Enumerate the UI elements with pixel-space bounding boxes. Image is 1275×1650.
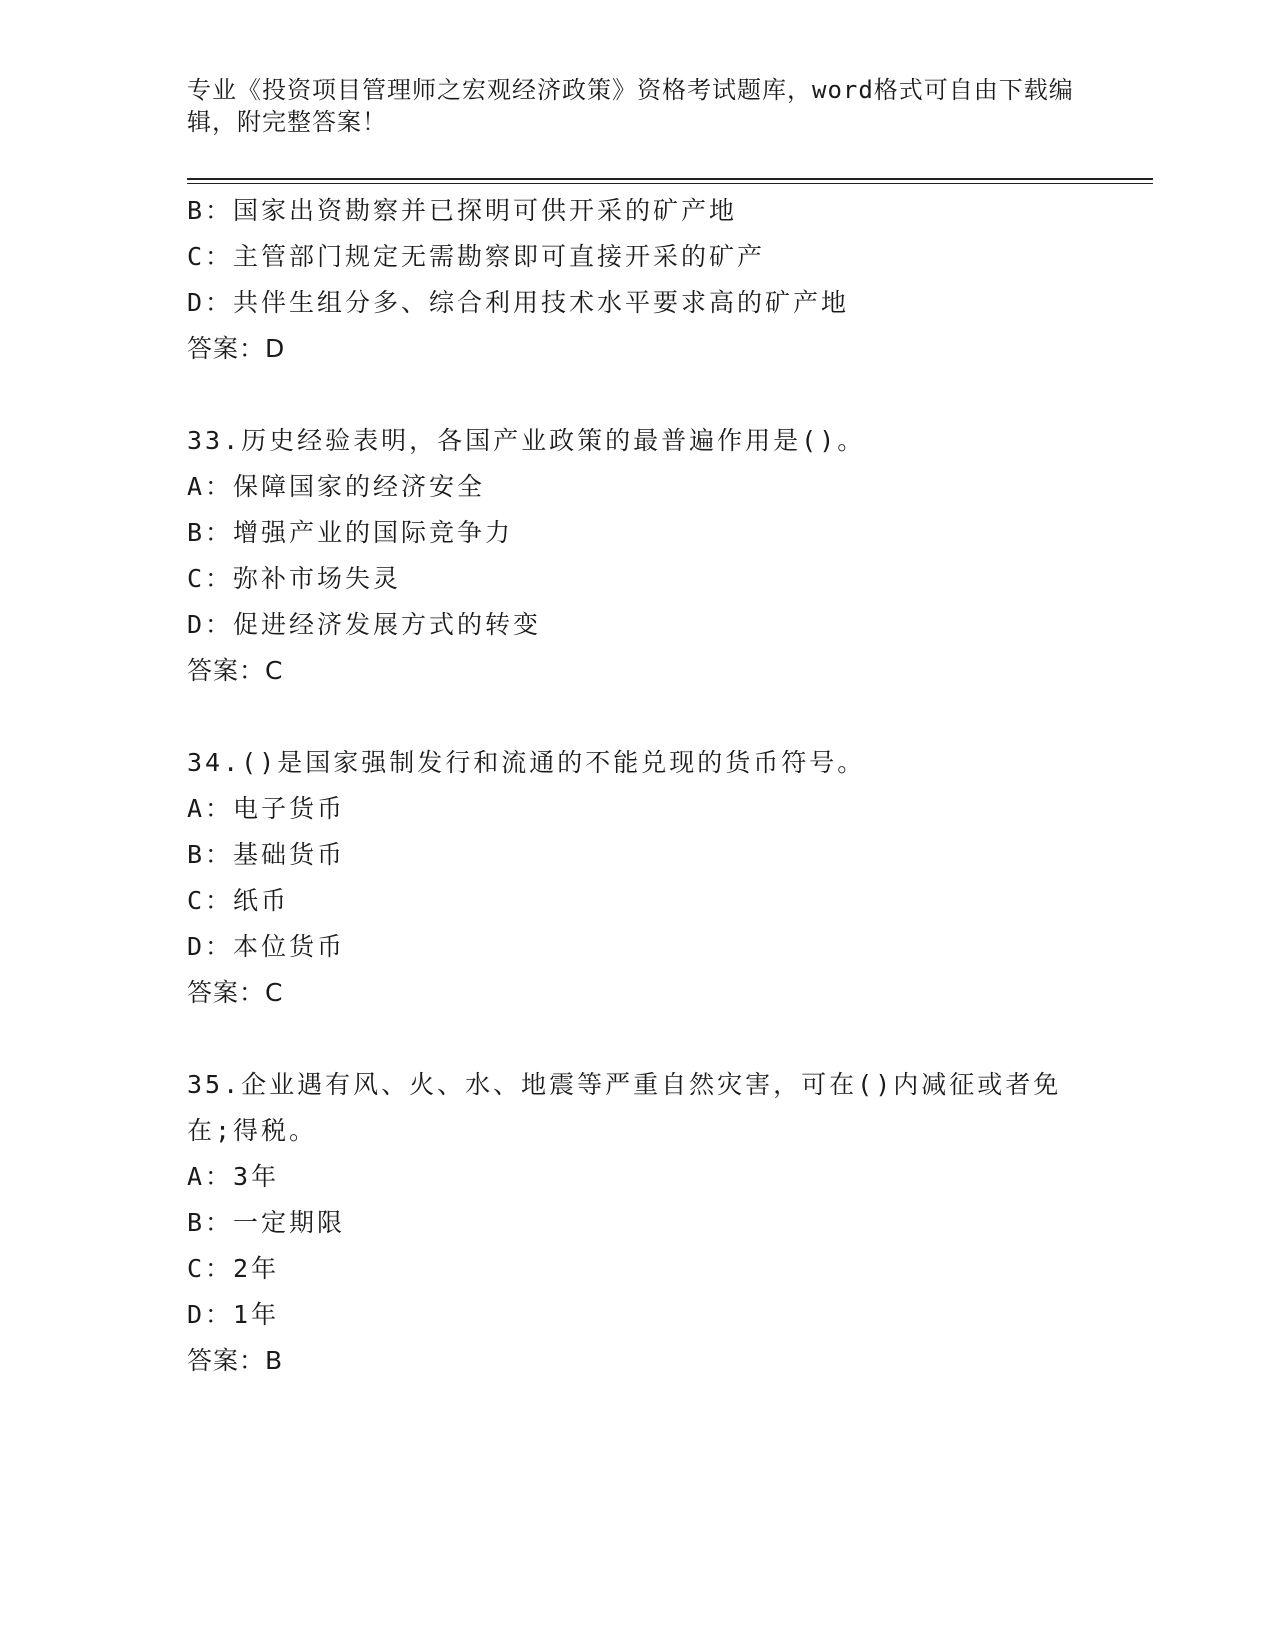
answer-label: 答案：D (187, 334, 286, 363)
question-text: 33.历史经验表明，各国产业政策的最普遍作用是()。 (187, 426, 866, 455)
option-a: A：电子货币 (187, 794, 346, 823)
document-header: 专业《投资项目管理师之宏观经济政策》资格考试题库，word格式可自由下载编辑，附完整答案！ (187, 76, 1074, 136)
option-d: D：本位货币 (187, 932, 346, 961)
question-list (187, 188, 1087, 1384)
question-35 (187, 1062, 1087, 1384)
option-d: D：促进经济发展方式的转变 (187, 610, 542, 639)
option-b: B：一定期限 (187, 1208, 346, 1237)
question-34 (187, 740, 1087, 1016)
option-d: D：1年 (187, 1300, 280, 1329)
spacer (187, 372, 1087, 418)
option-c: C：弥补市场失灵 (187, 564, 402, 593)
option-c: C：2年 (187, 1254, 280, 1283)
option-a: A：保障国家的经济安全 (187, 472, 486, 501)
answer-label: 答案：C (187, 656, 284, 685)
spacer (187, 1016, 1087, 1062)
question-32-tail (187, 188, 1087, 372)
answer-label: 答案：C (187, 978, 284, 1007)
answer-label: 答案：B (187, 1346, 284, 1375)
option-c: C：主管部门规定无需勘察即可直接开采的矿产 (187, 242, 766, 271)
question-text: 35.企业遇有风、火、水、地震等严重自然灾害，可在()内减征或者免在;得税。 (187, 1070, 1062, 1145)
option-b: B：国家出资勘察并已探明可供开采的矿产地 (187, 196, 738, 225)
header-divider-thin (187, 183, 1153, 184)
option-a: A：3年 (187, 1162, 280, 1191)
question-text: 34.()是国家强制发行和流通的不能兑现的货币符号。 (187, 748, 866, 777)
option-b: B：基础货币 (187, 840, 346, 869)
question-33 (187, 418, 1087, 694)
option-b: B：增强产业的国际竞争力 (187, 518, 514, 547)
option-d: D：共伴生组分多、综合利用技术水平要求高的矿产地 (187, 288, 850, 317)
spacer (187, 694, 1087, 740)
option-c: C：纸币 (187, 886, 290, 915)
header-divider-thick (187, 178, 1153, 180)
